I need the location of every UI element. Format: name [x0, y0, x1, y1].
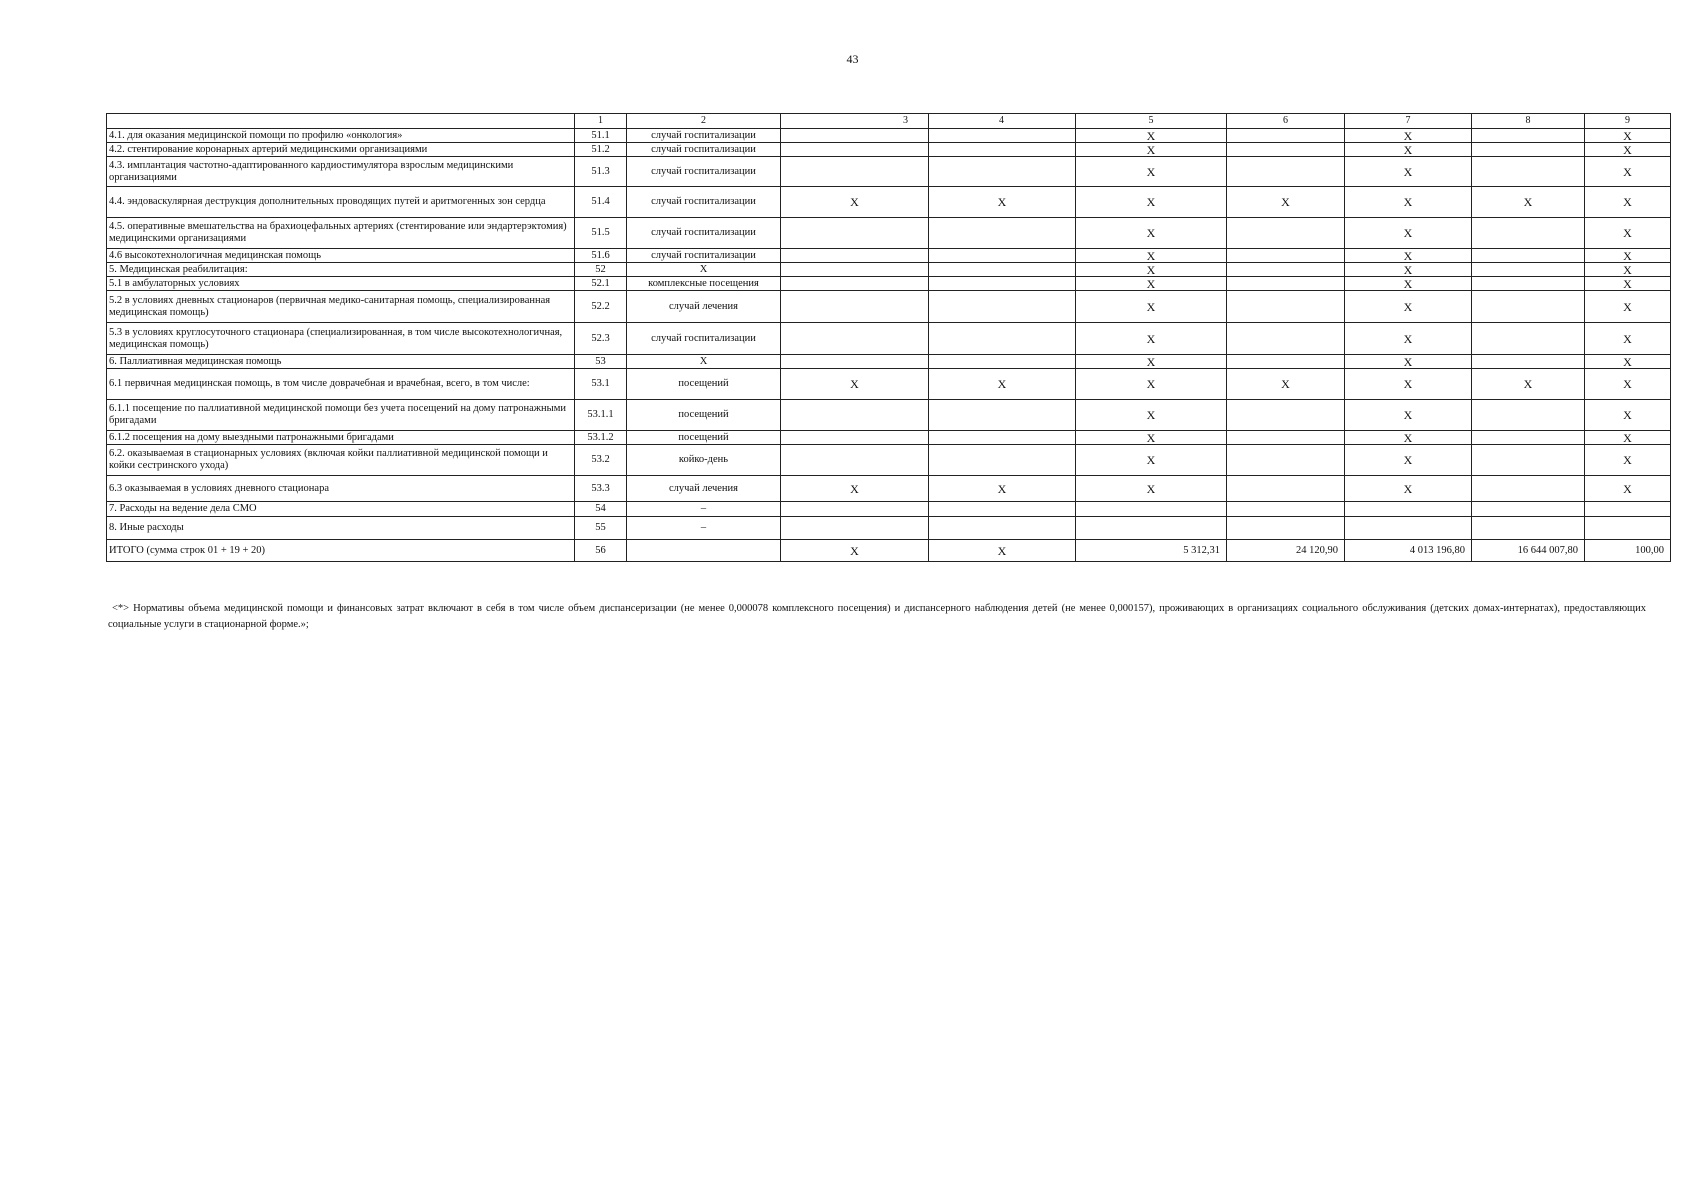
- col7-cell: X: [1345, 143, 1472, 157]
- col8-cell: [1472, 323, 1585, 355]
- col4-cell: X: [929, 187, 1076, 218]
- col9-cell: X: [1585, 323, 1671, 355]
- row-name-cell: 8. Иные расходы: [107, 517, 575, 540]
- col5-cell: 5 312,31: [1076, 540, 1227, 562]
- row-name-cell: 6.2. оказываемая в стационарных условиях (включая койки паллиативной медицинской помощи и койки сестринского ухода): [107, 445, 575, 476]
- row-code-cell: 55: [575, 517, 627, 540]
- col7-cell: X: [1345, 249, 1472, 263]
- col5-cell: X: [1076, 263, 1227, 277]
- row-unit-cell: X: [627, 263, 781, 277]
- col6-cell: [1227, 249, 1345, 263]
- col6-cell: [1227, 431, 1345, 445]
- col8-cell: [1472, 400, 1585, 431]
- row-code-cell: 51.1: [575, 129, 627, 143]
- col3-cell: [781, 517, 929, 540]
- table-body: [107, 114, 1671, 562]
- col6-cell: [1227, 400, 1345, 431]
- col9-cell: [1585, 502, 1671, 517]
- col4-cell: [929, 400, 1076, 431]
- header-cell: 9: [1585, 114, 1671, 129]
- header-cell: 3: [781, 114, 929, 129]
- row-name-cell: 4.3. имплантация частотно-адаптированного кардиостимулятора взрослым медицинскими организациями: [107, 157, 575, 187]
- col3-cell: [781, 355, 929, 369]
- col3-cell: [781, 323, 929, 355]
- table-row: [107, 369, 1671, 400]
- col9-cell: [1585, 517, 1671, 540]
- col8-cell: [1472, 431, 1585, 445]
- row-name-cell: 6.1 первичная медицинская помощь, в том числе доврачебная и врачебная, всего, в том числе:: [107, 369, 575, 400]
- col9-cell: X: [1585, 249, 1671, 263]
- table-row: [107, 540, 1671, 562]
- row-code-cell: 53.1.1: [575, 400, 627, 431]
- col9-cell: X: [1585, 263, 1671, 277]
- footnote: <*> Нормативы объема медицинской помощи и финансовых затрат включают в себя в том числе объем диспансеризации (не менее 0,000078 комплексного посещения) и диспансерного наблюдения детей (не менее 0,000157), проживающих в организациях социального обслуживания (детских домах-интернатах), предоставляющих социальные услуги в стационарной форме.»;: [108, 603, 1646, 630]
- data-table: [106, 113, 1671, 562]
- col6-cell: [1227, 129, 1345, 143]
- col3-cell: [781, 263, 929, 277]
- col6-cell: X: [1227, 369, 1345, 400]
- col3-cell: X: [781, 476, 929, 502]
- page-number: 43: [846, 52, 859, 66]
- row-code-cell: 52.2: [575, 291, 627, 323]
- header-cell: 5: [1076, 114, 1227, 129]
- col7-cell: [1345, 502, 1472, 517]
- col8-cell: [1472, 218, 1585, 249]
- header-cell: [107, 114, 575, 129]
- col4-cell: [929, 129, 1076, 143]
- col3-cell: X: [781, 187, 929, 218]
- col7-cell: X: [1345, 277, 1472, 291]
- table-row: [107, 476, 1671, 502]
- table-row: [107, 129, 1671, 143]
- col9-cell: X: [1585, 143, 1671, 157]
- table-row: [107, 291, 1671, 323]
- col5-cell: X: [1076, 476, 1227, 502]
- table-row: [107, 502, 1671, 517]
- col8-cell: 16 644 007,80: [1472, 540, 1585, 562]
- col7-cell: X: [1345, 445, 1472, 476]
- col6-cell: [1227, 323, 1345, 355]
- row-unit-cell: посещений: [627, 431, 781, 445]
- row-code-cell: 51.2: [575, 143, 627, 157]
- table-header-row: [107, 114, 1671, 129]
- row-name-cell: 5.3 в условиях круглосуточного стационара (специализированная, в том числе высокотехнологичная, медицинская помощь): [107, 323, 575, 355]
- col6-cell: [1227, 502, 1345, 517]
- col3-cell: [781, 129, 929, 143]
- col8-cell: [1472, 263, 1585, 277]
- row-name-cell: 4.2. стентирование коронарных артерий медицинскими организациями: [107, 143, 575, 157]
- col9-cell: X: [1585, 369, 1671, 400]
- col5-cell: X: [1076, 369, 1227, 400]
- col3-cell: [781, 400, 929, 431]
- col3-cell: X: [781, 369, 929, 400]
- col5-cell: [1076, 517, 1227, 540]
- col5-cell: X: [1076, 323, 1227, 355]
- col9-cell: X: [1585, 129, 1671, 143]
- row-unit-cell: случай госпитализации: [627, 218, 781, 249]
- row-code-cell: 52: [575, 263, 627, 277]
- table-row: [107, 263, 1671, 277]
- row-code-cell: 54: [575, 502, 627, 517]
- col4-cell: [929, 157, 1076, 187]
- col6-cell: [1227, 476, 1345, 502]
- row-unit-cell: койко-день: [627, 445, 781, 476]
- col8-cell: [1472, 517, 1585, 540]
- col7-cell: X: [1345, 369, 1472, 400]
- col6-cell: [1227, 277, 1345, 291]
- col5-cell: X: [1076, 249, 1227, 263]
- col4-cell: [929, 263, 1076, 277]
- col6-cell: [1227, 218, 1345, 249]
- row-unit-cell: случай лечения: [627, 476, 781, 502]
- col9-cell: X: [1585, 277, 1671, 291]
- row-name-cell: 5.2 в условиях дневных стационаров (первичная медико-санитарная помощь, специализированная медицинская помощь): [107, 291, 575, 323]
- row-unit-cell: случай госпитализации: [627, 249, 781, 263]
- header-cell: 4: [929, 114, 1076, 129]
- col9-cell: X: [1585, 157, 1671, 187]
- row-unit-cell: [627, 540, 781, 562]
- table-row: [107, 187, 1671, 218]
- col3-cell: [781, 431, 929, 445]
- header-cell: 7: [1345, 114, 1472, 129]
- col9-cell: X: [1585, 431, 1671, 445]
- col4-cell: X: [929, 476, 1076, 502]
- row-unit-cell: –: [627, 517, 781, 540]
- col5-cell: X: [1076, 218, 1227, 249]
- col6-cell: X: [1227, 187, 1345, 218]
- col4-cell: [929, 249, 1076, 263]
- header-cell: 2: [627, 114, 781, 129]
- row-code-cell: 53.2: [575, 445, 627, 476]
- col9-cell: 100,00: [1585, 540, 1671, 562]
- row-code-cell: 53.3: [575, 476, 627, 502]
- col7-cell: X: [1345, 187, 1472, 218]
- col5-cell: X: [1076, 157, 1227, 187]
- table-row: [107, 249, 1671, 263]
- row-name-cell: ИТОГО (сумма строк 01 + 19 + 20): [107, 540, 575, 562]
- header-cell: 8: [1472, 114, 1585, 129]
- row-code-cell: 51.3: [575, 157, 627, 187]
- row-unit-cell: случай лечения: [627, 291, 781, 323]
- col7-cell: X: [1345, 263, 1472, 277]
- col6-cell: [1227, 291, 1345, 323]
- col9-cell: X: [1585, 187, 1671, 218]
- row-name-cell: 5. Медицинская реабилитация:: [107, 263, 575, 277]
- col8-cell: [1472, 157, 1585, 187]
- col5-cell: X: [1076, 277, 1227, 291]
- col5-cell: X: [1076, 355, 1227, 369]
- col7-cell: X: [1345, 218, 1472, 249]
- col6-cell: [1227, 355, 1345, 369]
- table-row: [107, 355, 1671, 369]
- row-code-cell: 53.1.2: [575, 431, 627, 445]
- col7-cell: X: [1345, 431, 1472, 445]
- row-code-cell: 51.4: [575, 187, 627, 218]
- col6-cell: [1227, 157, 1345, 187]
- row-name-cell: 4.1. для оказания медицинской помощи по профилю «онкология»: [107, 129, 575, 143]
- col8-cell: [1472, 355, 1585, 369]
- row-name-cell: 6.3 оказываемая в условиях дневного стационара: [107, 476, 575, 502]
- col3-cell: [781, 249, 929, 263]
- table-row: [107, 445, 1671, 476]
- col9-cell: X: [1585, 445, 1671, 476]
- col7-cell: X: [1345, 400, 1472, 431]
- row-unit-cell: случай госпитализации: [627, 323, 781, 355]
- col7-cell: X: [1345, 476, 1472, 502]
- col9-cell: X: [1585, 400, 1671, 431]
- col7-cell: X: [1345, 157, 1472, 187]
- col4-cell: [929, 445, 1076, 476]
- col3-cell: X: [781, 540, 929, 562]
- col5-cell: X: [1076, 143, 1227, 157]
- row-unit-cell: посещений: [627, 400, 781, 431]
- col9-cell: X: [1585, 355, 1671, 369]
- row-code-cell: 56: [575, 540, 627, 562]
- row-code-cell: 53.1: [575, 369, 627, 400]
- col4-cell: [929, 502, 1076, 517]
- col4-cell: [929, 323, 1076, 355]
- col6-cell: 24 120,90: [1227, 540, 1345, 562]
- row-name-cell: 4.4. эндоваскулярная деструкция дополнительных проводящих путей и аритмогенных зон сердца: [107, 187, 575, 218]
- col8-cell: [1472, 129, 1585, 143]
- col8-cell: [1472, 291, 1585, 323]
- col7-cell: X: [1345, 323, 1472, 355]
- col6-cell: [1227, 517, 1345, 540]
- col4-cell: X: [929, 540, 1076, 562]
- col7-cell: [1345, 517, 1472, 540]
- col8-cell: X: [1472, 369, 1585, 400]
- col4-cell: [929, 291, 1076, 323]
- col7-cell: X: [1345, 291, 1472, 323]
- row-unit-cell: комплексные посещения: [627, 277, 781, 291]
- col7-cell: X: [1345, 129, 1472, 143]
- row-code-cell: 53: [575, 355, 627, 369]
- col7-cell: 4 013 196,80: [1345, 540, 1472, 562]
- col9-cell: X: [1585, 291, 1671, 323]
- table-row: [107, 400, 1671, 431]
- col8-cell: X: [1472, 187, 1585, 218]
- col3-cell: [781, 291, 929, 323]
- row-name-cell: 5.1 в амбулаторных условиях: [107, 277, 575, 291]
- header-cell: 6: [1227, 114, 1345, 129]
- col8-cell: [1472, 143, 1585, 157]
- row-code-cell: 51.5: [575, 218, 627, 249]
- row-name-cell: 4.6 высокотехнологичная медицинская помощь: [107, 249, 575, 263]
- row-unit-cell: –: [627, 502, 781, 517]
- table-row: [107, 431, 1671, 445]
- row-unit-cell: случай госпитализации: [627, 143, 781, 157]
- col5-cell: X: [1076, 291, 1227, 323]
- row-unit-cell: посещений: [627, 369, 781, 400]
- table-row: [107, 517, 1671, 540]
- table-row: [107, 157, 1671, 187]
- col8-cell: [1472, 476, 1585, 502]
- col5-cell: X: [1076, 431, 1227, 445]
- row-name-cell: 4.5. оперативные вмешательства на брахиоцефальных артериях (стентирование или эндартерэктомия) медицинскими организациями: [107, 218, 575, 249]
- col4-cell: [929, 218, 1076, 249]
- col4-cell: [929, 143, 1076, 157]
- col5-cell: X: [1076, 400, 1227, 431]
- col3-cell: [781, 277, 929, 291]
- table-row: [107, 143, 1671, 157]
- col9-cell: X: [1585, 218, 1671, 249]
- row-unit-cell: случай госпитализации: [627, 129, 781, 143]
- row-code-cell: 51.6: [575, 249, 627, 263]
- col9-cell: X: [1585, 476, 1671, 502]
- row-name-cell: 6. Паллиативная медицинская помощь: [107, 355, 575, 369]
- col3-cell: [781, 502, 929, 517]
- row-name-cell: 7. Расходы на ведение дела СМО: [107, 502, 575, 517]
- col3-cell: [781, 218, 929, 249]
- col6-cell: [1227, 143, 1345, 157]
- col6-cell: [1227, 445, 1345, 476]
- col4-cell: [929, 355, 1076, 369]
- table-row: [107, 323, 1671, 355]
- col7-cell: X: [1345, 355, 1472, 369]
- col4-cell: [929, 517, 1076, 540]
- table-row: [107, 277, 1671, 291]
- col8-cell: [1472, 277, 1585, 291]
- col6-cell: [1227, 263, 1345, 277]
- row-unit-cell: случай госпитализации: [627, 187, 781, 218]
- header-cell: 1: [575, 114, 627, 129]
- col3-cell: [781, 143, 929, 157]
- col4-cell: [929, 431, 1076, 445]
- row-code-cell: 52.1: [575, 277, 627, 291]
- col3-cell: [781, 157, 929, 187]
- row-unit-cell: X: [627, 355, 781, 369]
- table-row: [107, 218, 1671, 249]
- col5-cell: X: [1076, 445, 1227, 476]
- col8-cell: [1472, 249, 1585, 263]
- col4-cell: X: [929, 369, 1076, 400]
- col5-cell: X: [1076, 129, 1227, 143]
- row-name-cell: 6.1.1 посещение по паллиативной медицинской помощи без учета посещений на дому патронажными бригадами: [107, 400, 575, 431]
- col5-cell: [1076, 502, 1227, 517]
- col4-cell: [929, 277, 1076, 291]
- col8-cell: [1472, 445, 1585, 476]
- col3-cell: [781, 445, 929, 476]
- row-unit-cell: случай госпитализации: [627, 157, 781, 187]
- col5-cell: X: [1076, 187, 1227, 218]
- col8-cell: [1472, 502, 1585, 517]
- row-code-cell: 52.3: [575, 323, 627, 355]
- row-name-cell: 6.1.2 посещения на дому выездными патронажными бригадами: [107, 431, 575, 445]
